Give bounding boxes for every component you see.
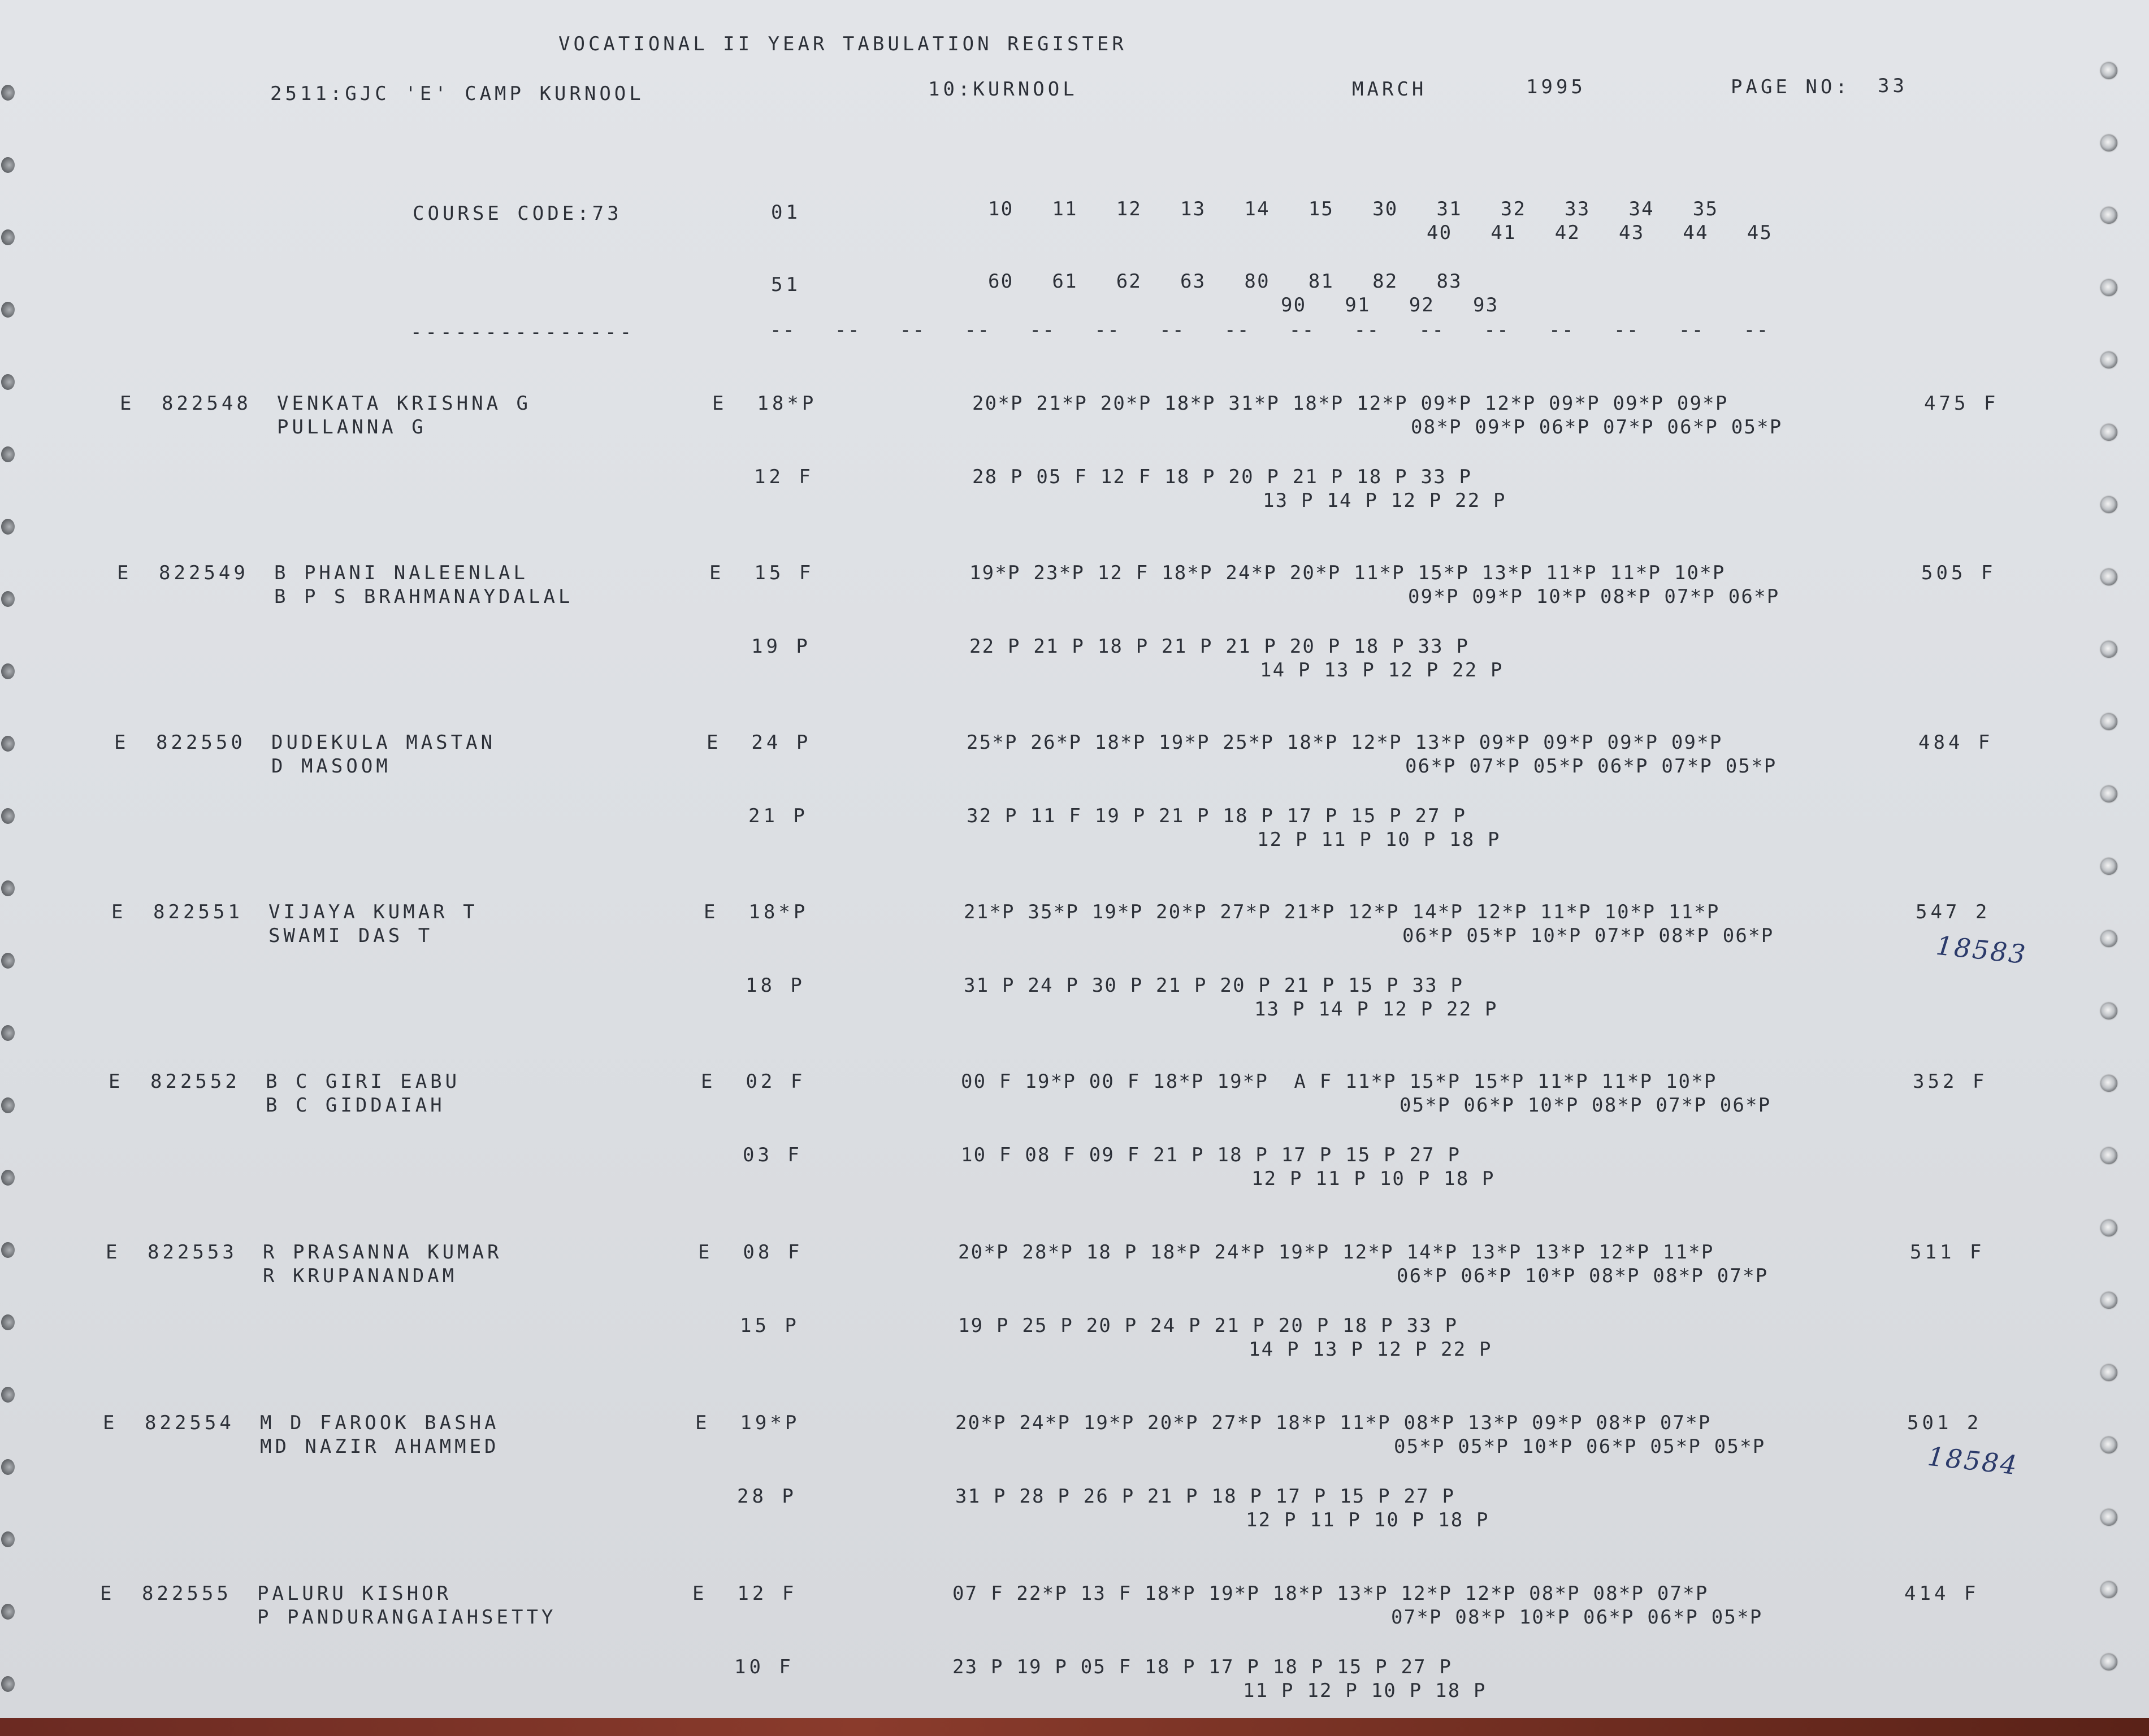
subject-marks-row2: 05*P 06*P 10*P 08*P 07*P 06*P (1400, 1094, 1771, 1117)
parent-name: R KRUPANANDAM (263, 1265, 458, 1287)
record-e-flag: E (103, 1412, 118, 1434)
binder-hole (1, 229, 15, 245)
subject-marks-row1: 25*P 26*P 18*P 19*P 25*P 18*P 12*P 13*P 09*P 09*P 09*P 09*P (967, 731, 1723, 754)
binder-hole (1, 85, 15, 101)
binder-hole (1, 953, 15, 969)
college-name: 2511:GJC 'E' CAMP KURNOOL (270, 83, 644, 105)
feed-hole (2100, 1219, 2117, 1236)
feed-hole (2100, 930, 2117, 947)
subject-marks-row4: 12 P 11 P 10 P 18 P (1251, 1168, 1495, 1190)
total-result: 352 F (1913, 1070, 1988, 1093)
course-col-01: 01 (771, 201, 801, 224)
binder-hole (1, 1170, 15, 1186)
subject-marks-row2: 09*P 09*P 10*P 08*P 07*P 06*P (1408, 585, 1780, 608)
second-year-marks: 21 P (748, 805, 808, 827)
header-divider-left: --------------- (410, 321, 635, 344)
total-result: 547 2 (1916, 901, 1991, 923)
subject-marks-row2: 05*P 05*P 10*P 06*P 05*P 05*P (1394, 1435, 1766, 1458)
subject-marks-row4: 14 P 13 P 12 P 22 P (1260, 659, 1504, 682)
first-year-marks: E 15 F (709, 562, 814, 584)
roll-number: 822551 (153, 901, 243, 923)
feed-hole (2100, 207, 2117, 224)
roll-number: 822553 (148, 1241, 237, 1264)
feed-hole (2100, 1002, 2117, 1019)
first-year-marks: E 19*P (695, 1412, 800, 1434)
course-cols-row2-sub: 90 91 92 93 (1281, 294, 1499, 316)
subject-marks-row2: 06*P 06*P 10*P 08*P 08*P 07*P (1397, 1265, 1769, 1287)
first-year-marks: E 08 F (698, 1241, 803, 1264)
exam-year: 1995 (1526, 76, 1586, 98)
subject-marks-row3: 23 P 19 P 05 F 18 P 17 P 18 P 15 P 27 P (952, 1656, 1453, 1678)
binder-hole (1, 591, 15, 607)
feed-hole (2100, 1075, 2117, 1092)
total-result: 501 2 (1907, 1412, 1982, 1434)
page-number: 33 (1878, 75, 1908, 97)
first-year-marks: E 24 P (707, 731, 812, 754)
feed-hole (2100, 134, 2117, 151)
student-name: VENKATA KRISHNA G (277, 392, 531, 415)
page-label: PAGE NO: (1731, 76, 1851, 98)
subject-marks-row3: 19 P 25 P 20 P 24 P 21 P 20 P 18 P 33 P (958, 1314, 1458, 1337)
subject-marks-row1: 19*P 23*P 12 F 18*P 24*P 20*P 11*P 15*P 13*P 11*P 11*P 10*P (969, 562, 1726, 584)
feed-hole (2100, 1364, 2117, 1381)
binder-hole (1, 1097, 15, 1113)
subject-marks-row3: 22 P 21 P 18 P 21 P 21 P 20 P 18 P 33 P (969, 635, 1470, 658)
binder-hole (1, 1604, 15, 1620)
feed-hole (2100, 424, 2117, 441)
subject-marks-row1: 20*P 21*P 20*P 18*P 31*P 18*P 12*P 09*P 12*P 09*P 09*P 09*P (972, 392, 1728, 415)
roll-number: 822555 (142, 1582, 232, 1605)
binder-hole (1, 157, 15, 173)
first-year-marks: E 18*P (704, 901, 809, 923)
second-year-marks: 12 F (754, 466, 814, 488)
record-e-flag: E (114, 731, 129, 754)
subject-marks-row4: 11 P 12 P 10 P 18 P (1243, 1679, 1487, 1702)
first-year-marks: E 02 F (701, 1070, 806, 1093)
second-year-marks: 28 P (737, 1485, 797, 1508)
total-result: 505 F (1921, 562, 1996, 584)
parent-name: PULLANNA G (277, 416, 427, 439)
course-col-51: 51 (771, 274, 801, 296)
subject-marks-row1: 00 F 19*P 00 F 18*P 19*P A F 11*P 15*P 15*P 11*P 11*P 10*P (961, 1070, 1717, 1093)
feed-hole (2100, 1436, 2117, 1453)
total-result: 511 F (1910, 1241, 1985, 1264)
parent-name: SWAMI DAS T (268, 925, 434, 947)
record-e-flag: E (120, 392, 135, 415)
feed-hole (2100, 568, 2117, 585)
second-year-marks: 10 F (734, 1656, 794, 1678)
second-year-marks: 15 P (740, 1314, 800, 1337)
subject-marks-row2: 06*P 05*P 10*P 07*P 08*P 06*P (1402, 925, 1774, 947)
total-result: 484 F (1918, 731, 1994, 754)
total-result: 475 F (1924, 392, 1999, 415)
student-name: M D FAROOK BASHA (260, 1412, 500, 1434)
course-cols-row2: 60 61 62 63 80 81 82 83 (988, 270, 1462, 293)
subject-marks-row4: 12 P 11 P 10 P 18 P (1246, 1509, 1489, 1531)
student-name: R PRASANNA KUMAR (263, 1241, 502, 1264)
roll-number: 822554 (145, 1412, 235, 1434)
subject-marks-row1: 21*P 35*P 19*P 20*P 27*P 21*P 12*P 14*P 12*P 11*P 10*P 11*P (964, 901, 1720, 923)
second-year-marks: 18 P (746, 974, 805, 997)
binder-hole (1, 519, 15, 535)
binder-hole (1, 1314, 15, 1330)
roll-number: 822549 (159, 562, 249, 584)
second-year-marks: 19 P (751, 635, 811, 658)
subject-marks-row4: 12 P 11 P 10 P 18 P (1257, 828, 1501, 851)
feed-hole (2100, 858, 2117, 875)
subject-marks-row1: 07 F 22*P 13 F 18*P 19*P 18*P 13*P 12*P 12*P 08*P 08*P 07*P (952, 1582, 1709, 1605)
record-e-flag: E (109, 1070, 124, 1093)
subject-marks-row3: 28 P 05 F 12 F 18 P 20 P 21 P 18 P 33 P (972, 466, 1472, 488)
feed-hole (2100, 641, 2117, 658)
subject-marks-row4: 14 P 13 P 12 P 22 P (1249, 1338, 1492, 1361)
register-title: VOCATIONAL II YEAR TABULATION REGISTER (558, 33, 1127, 55)
binder-hole (1, 1676, 15, 1692)
binder-hole (1, 808, 15, 824)
roll-number: 822552 (150, 1070, 240, 1093)
binder-hole (1, 1025, 15, 1041)
subject-marks-row3: 31 P 24 P 30 P 21 P 20 P 21 P 15 P 33 P (964, 974, 1464, 997)
record-e-flag: E (117, 562, 132, 584)
feed-hole (2100, 1581, 2117, 1598)
feed-hole (2100, 1509, 2117, 1526)
binder-hole (1, 663, 15, 679)
subject-marks-row2: 07*P 08*P 10*P 06*P 06*P 05*P (1391, 1606, 1763, 1629)
student-name: B C GIRI EABU (266, 1070, 461, 1093)
subject-marks-row1: 20*P 28*P 18 P 18*P 24*P 19*P 12*P 14*P 13*P 13*P 12*P 11*P (958, 1241, 1714, 1264)
binder-hole (1, 302, 15, 318)
second-year-marks: 03 F (743, 1144, 803, 1166)
binder-hole (1, 374, 15, 390)
handwritten-note: 18584 (1926, 1440, 2020, 1481)
subject-marks-row4: 13 P 14 P 12 P 22 P (1254, 998, 1498, 1021)
course-code: COURSE CODE:73 (413, 202, 622, 225)
student-name: B PHANI NALEENLAL (274, 562, 528, 584)
total-result: 414 F (1904, 1582, 1979, 1605)
parent-name: B P S BRAHMANAYDALAL (274, 585, 574, 608)
district-name: 10:KURNOOL (928, 78, 1078, 101)
header-divider-right: -- -- -- -- -- -- -- -- -- -- -- -- -- -- -- -- (770, 319, 1770, 341)
binder-hole (1, 880, 15, 896)
binder-hole (1, 1387, 15, 1403)
subject-marks-row3: 31 P 28 P 26 P 21 P 18 P 17 P 15 P 27 P (955, 1485, 1455, 1508)
feed-hole (2100, 785, 2117, 802)
student-name: DUDEKULA MASTAN (271, 731, 496, 754)
parent-name: B C GIDDAIAH (266, 1094, 445, 1117)
course-cols-row1-sub: 40 41 42 43 44 45 (1427, 222, 1773, 244)
binder-hole (1, 736, 15, 752)
subject-marks-row4: 13 P 14 P 12 P 22 P (1263, 489, 1506, 512)
first-year-marks: E 18*P (712, 392, 817, 415)
binder-hole (1, 1242, 15, 1258)
feed-hole (2100, 1292, 2117, 1309)
binder-edge (0, 1718, 2149, 1736)
feed-hole (2100, 62, 2117, 79)
subject-marks-row2: 08*P 09*P 06*P 07*P 06*P 05*P (1411, 416, 1783, 439)
binder-hole (1, 1531, 15, 1547)
subject-marks-row2: 06*P 07*P 05*P 06*P 07*P 05*P (1405, 755, 1777, 778)
roll-number: 822550 (156, 731, 246, 754)
binder-hole (1, 1459, 15, 1475)
record-e-flag: E (106, 1241, 121, 1264)
parent-name: P PANDURANGAIAHSETTY (257, 1606, 557, 1629)
student-name: VIJAYA KUMAR T (268, 901, 478, 923)
parent-name: MD NAZIR AHAMMED (260, 1435, 500, 1458)
roll-number: 822548 (162, 392, 252, 415)
feed-hole (2100, 1653, 2117, 1670)
parent-name: D MASOOM (271, 755, 391, 778)
subject-marks-row3: 10 F 08 F 09 F 21 P 18 P 17 P 15 P 27 P (961, 1144, 1461, 1166)
record-e-flag: E (111, 901, 127, 923)
feed-hole (2100, 1147, 2117, 1164)
subject-marks-row1: 20*P 24*P 19*P 20*P 27*P 18*P 11*P 08*P 13*P 09*P 08*P 07*P (955, 1412, 1712, 1434)
exam-month: MARCH (1352, 78, 1427, 101)
feed-hole (2100, 351, 2117, 368)
feed-hole (2100, 713, 2117, 730)
feed-hole (2100, 279, 2117, 296)
first-year-marks: E 12 F (692, 1582, 798, 1605)
record-e-flag: E (100, 1582, 115, 1605)
course-cols-row1: 10 11 12 13 14 15 30 31 32 33 34 35 (988, 198, 1719, 220)
subject-marks-row3: 32 P 11 F 19 P 21 P 18 P 17 P 15 P 27 P (967, 805, 1467, 827)
handwritten-note: 18583 (1934, 930, 2029, 970)
student-name: PALURU KISHOR (257, 1582, 452, 1605)
feed-hole (2100, 496, 2117, 513)
binder-hole (1, 446, 15, 462)
